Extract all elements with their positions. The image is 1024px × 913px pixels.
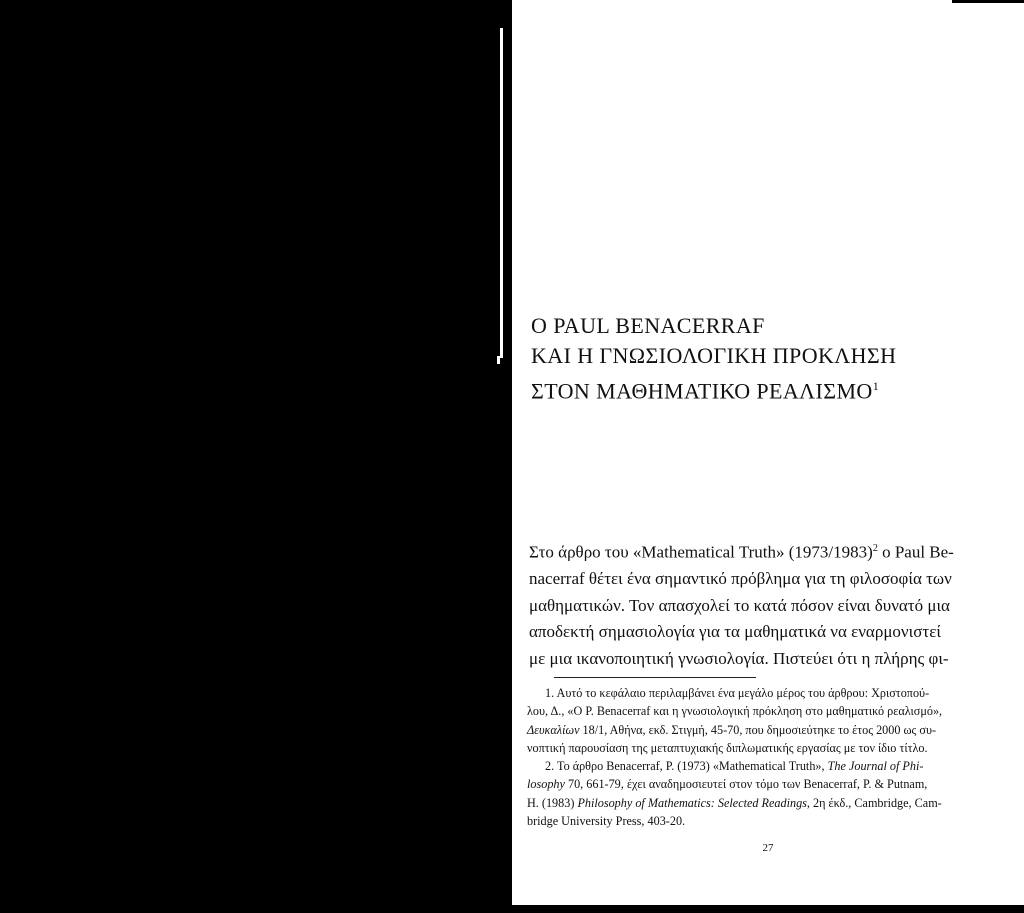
footnote-2-journal-end: losophy <box>527 777 565 792</box>
footnote-2-line-3-end: , 2η έκδ., Cambridge, Cam- <box>806 795 942 810</box>
chapter-title-line-3 <box>531 371 1001 406</box>
footnote-2-line-1-text: 2. Το άρθρο Benacerraf, P. (1973) «Mathematical Truth», <box>545 759 828 774</box>
body-line-1-end: ο Paul Be- <box>877 542 954 562</box>
chapter-title-line-1: Ο PAUL BENACERRAF <box>531 313 765 338</box>
right-page <box>512 0 1024 913</box>
spine-edge-line <box>500 28 503 358</box>
footnote-2-journal-start: The Journal of Phi- <box>827 759 924 774</box>
footnote-separator <box>554 677 756 678</box>
footnote-2-line-3 <box>527 794 1005 812</box>
footnote-2-line-1 <box>527 757 1005 775</box>
footnote-1-line-1: 1. Αυτό το κεφάλαιο περιλαμβάνει ένα μεγάλο μέρος του άρθρου: Χριστοπού- <box>545 686 930 700</box>
footnotes <box>527 684 1005 830</box>
body-paragraph <box>529 536 1003 672</box>
body-line-5: με μια ικανοποιητική γνωσιολογία. Πιστεύει ότι η πλήρης φι- <box>529 648 949 668</box>
spine-edge-tick <box>497 356 500 364</box>
top-edge-shadow <box>952 0 1024 3</box>
chapter-title-line-3-text: ΣΤΟΝ ΜΑΘΗΜΑΤΙΚΟ ΡΕΑΛΙΣΜΟ <box>531 378 873 404</box>
chapter-title-line-2: ΚΑΙ Η ΓΝΩΣΙΟΛΟΓΙΚΗ ΠΡΟΚΛΗΣΗ <box>531 343 897 368</box>
footnote-1-journal: Δευκαλίων <box>527 722 580 737</box>
footnote-2-line-4: bridge University Press, 403-20. <box>527 814 686 829</box>
footnote-2-line-3-start: H. (1983) <box>527 795 578 810</box>
bottom-edge-band <box>0 905 1024 913</box>
footnote-1-line-3-text: 18/1, Αθήνα, εκδ. Στιγμή, 45-70, που δημοσιεύτηκε το έτος 2000 ως συ- <box>579 722 937 737</box>
body-line-4: αποδεκτή σημασιολογία για τα μαθηματικά να εναρμονιστεί <box>529 622 941 642</box>
body-line-3: μαθηματικών. Τον απασχολεί το κατά πόσον είναι δυνατό μια <box>529 595 950 615</box>
body-line-1-text: Στο άρθρο του «Mathematical Truth» (1973/1983) <box>529 542 873 562</box>
footnote-2-book-title: Philosophy of Mathematics: Selected Readings <box>577 795 807 810</box>
footnote-ref-2: 2 <box>872 543 878 554</box>
footnote-ref-1: 1 <box>872 379 880 393</box>
body-line-2: nacerraf θέτει ένα σημαντικό πρόβλημα για τη φιλοσοφία των <box>529 569 952 589</box>
footnote-1-line-4: νοπτική παρουσίαση της μεταπτυχιακής διπλωματικής εργασίας με τον ίδιο τίτλο. <box>527 740 928 755</box>
body-line-1 <box>529 536 1003 566</box>
chapter-title <box>531 311 1001 406</box>
footnote-2-line-2-text: 70, 661-79, έχει αναδημοσιευτεί στον τόμο των Benacerraf, P. & Putnam, <box>564 777 928 792</box>
page-number: 27 <box>762 842 774 854</box>
footnote-2-line-2 <box>527 775 1005 793</box>
footnote-1-line-2: λου, Δ., «Ο P. Benacerraf και η γνωσιολογική πρόκληση στο μαθηματικό ρεαλισμό», <box>527 704 943 719</box>
footnote-1-line-3 <box>527 721 1005 739</box>
